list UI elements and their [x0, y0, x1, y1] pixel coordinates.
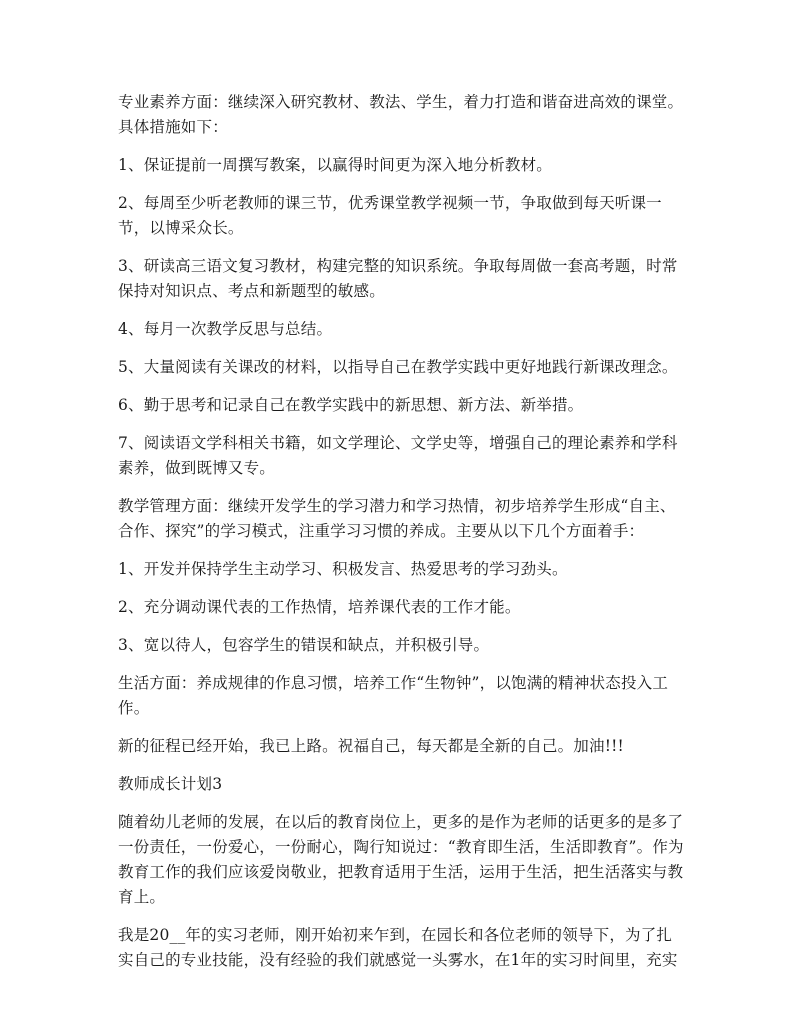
- paragraph-measure-7: 7、阅读语文学科相关书籍，如文学理论、文学史等，增强自己的理论素养和学科素养，做到既博又专。: [118, 434, 678, 477]
- paragraph-management-3: 3、宽以待人，包容学生的错误和缺点，并积极引导。: [118, 636, 490, 654]
- paragraph-measure-5: 5、大量阅读有关课改的材料，以指导自己在教学实践中更好地践行新课改理念。: [118, 358, 678, 376]
- document-body: [118, 90, 684, 986]
- section-heading: 教师成长计划3: [118, 775, 223, 793]
- paragraph-measure-1: 1、保证提前一周撰写教案，以赢得时间更为深入地分析教材。: [118, 156, 552, 174]
- paragraph-life: 生活方面：养成规律的作息习惯，培养工作“生物钟”，以饱满的精神状态投入工作。: [118, 674, 669, 717]
- paragraph-intern: 我是20__年的实习老师，刚开始初来乍到，在园长和各位老师的领导下，为了扎实自己的专业技能，没有经验的我们就感觉一头雾水，在1年的实习时间里，充实: [118, 926, 678, 969]
- paragraph-kindergarten-teacher: 随着幼儿老师的发展，在以后的教育岗位上，更多的是作为老师的话更多的是多了一份责任，一份爱心，一份耐心，陶行知说过：“教育即生活，生活即教育”。作为教育工作的我们应该爱岗敬业，把教育适用于生活，运用于生活，把生活落实与教育上。: [118, 813, 684, 906]
- paragraph-measure-6: 6、勤于思考和记录自己在教学实践中的新思想、新方法、新举措。: [118, 396, 584, 414]
- paragraph-teaching-management: 教学管理方面：继续开发学生的学习潜力和学习热情，初步培养学生形成“自主、合作、探究”的学习模式，注重学习习惯的养成。主要从以下几个方面着手：: [118, 497, 676, 540]
- paragraph-measure-3: 3、研读高三语文复习教材，构建完整的知识系统。争取每周做一套高考题，时常保持对知识点、考点和新题型的敏感。: [118, 257, 678, 300]
- paragraph-management-2: 2、充分调动课代表的工作热情，培养课代表的工作才能。: [118, 598, 521, 616]
- paragraph-new-journey: 新的征程已经开始，我已上路。祝福自己，每天都是全新的自己。加油!!!: [118, 737, 624, 755]
- paragraph-measure-2: 2、每周至少听老教师的课三节，优秀课堂教学视频一节，争取做到每天听课一节，以博采众长。: [118, 194, 662, 237]
- paragraph-professional-quality: 专业素养方面：继续深入研究教材、教法、学生，着力打造和谐奋进高效的课堂。具体措施如下：: [118, 93, 684, 136]
- paragraph-measure-4: 4、每月一次教学反思与总结。: [118, 320, 333, 338]
- paragraph-management-1: 1、开发并保持学生主动学习、积极发言、热爱思考的学习劲头。: [118, 560, 568, 578]
